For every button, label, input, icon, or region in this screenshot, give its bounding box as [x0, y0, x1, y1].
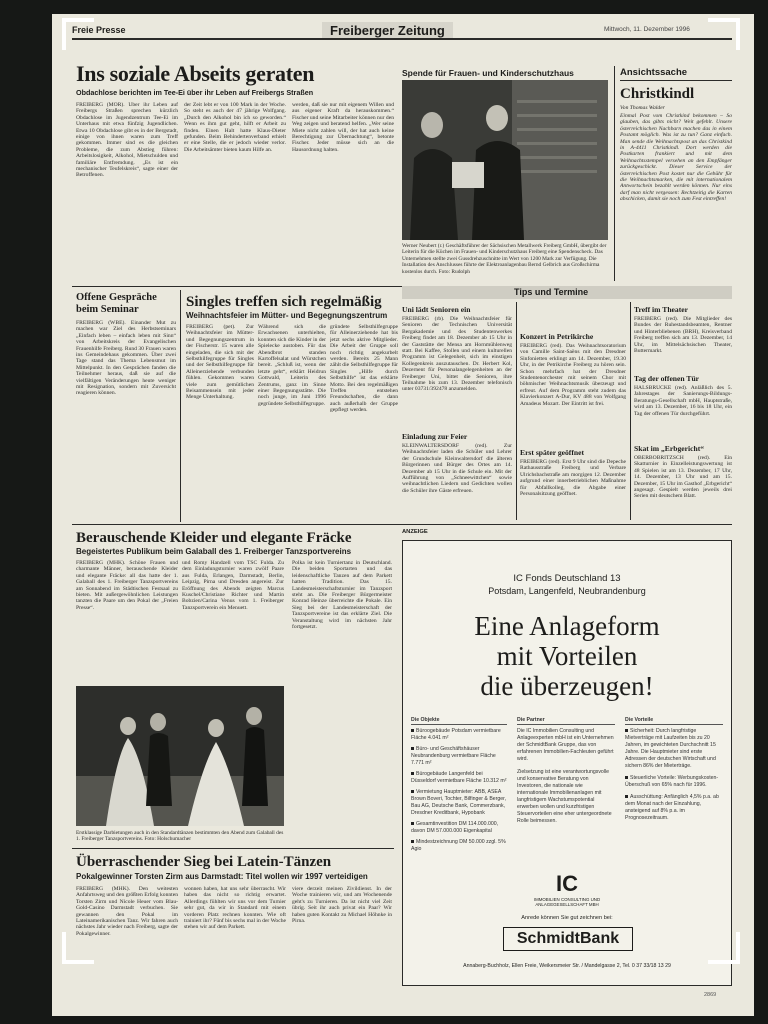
tip-body-5: HALSBRÜCKE (red). Anläßlich des 5. Jahrestages der Sanierungs-Bildungs-Beratungs-Gesellschaft mbH, Hauptstraße, wird am 13. Dezember, 16 bis 18 Uhr, ein Tag der offenen Tür durchgeführt.: [634, 385, 732, 417]
ad-item: Mindestzeichnung DM 50.000 zzgl. 5% Agio: [411, 839, 506, 852]
ad-headline-1: Eine Anlageform: [474, 611, 660, 641]
masthead-rule: [72, 38, 732, 40]
ansichtssache-title: Christkindl: [620, 86, 695, 102]
ad-logo-ic: IC: [556, 871, 578, 896]
investment-ad: [402, 540, 732, 986]
ad-item: Sicherheit: Durch langfristige Mietverträge mit Laufzeiten bis zu 20 Jahren, im gewichteten Durchschnitt 15 Jahre. Die Hauptmieter sind erste Adressen der deutschen Wirtschaft und sichern 86% der Mieterträge.: [625, 728, 716, 769]
donation-photo-figures: [402, 80, 608, 240]
latein-subhead: Pokalgewinner Torsten Zirm aus Darmstadt: Titel wollen wir 1997 verteidigen: [76, 872, 368, 881]
dance-photo: [76, 686, 284, 826]
photo-top-caption: Werner Neubert (r.) Geschäftsführer der Sächsischen Metallwerk Freiberg GmbH, übergibt der Leiterin für die Küchen im Frauen- und Kinderschutzhaus Freiberg eine Spendenscheck. Das Unternehmen stellte zwei Gussdrehzuschnitte im Wert von 1200 Mark zur Verfügung. Die Installation des Anschlusses führte der Elektroanlagenbau Bernd Gelbrich aus Großschirma kostenlos durch. Foto: Rudolph: [402, 243, 607, 275]
singles-headline: Singles treffen sich regelmäßig: [186, 294, 382, 310]
newspaper-page: [52, 14, 754, 1016]
masthead-left: Freie Presse: [72, 25, 126, 35]
tanz-headline: Berauschende Kleider und elegante Fräcke: [76, 530, 352, 546]
ad-item: Bürogebäude Langenfeld bei Düsseldorf vermietbare Fläche 10.312 m²: [411, 771, 507, 784]
tips-header: Tips und Termine: [514, 287, 589, 297]
tanz-col2: und Romy Handzell vom TSC Fulda. Zu dem Einladungsturnier waren zwölf Paare aus Fulda, Erlangen, Darmstadt, Berlin, Leipzig, Pirna und Dresden angereist. Zur Eröffnung des Abends zeigten Marcus Kuschel/Christiane Richter und Martin Bobzien/Carina Venus vom 1. Freiberger Tanzsportverein ein Menuett.: [182, 560, 284, 611]
tip-title-1: Einladung zur Feier: [402, 432, 468, 441]
lead-col1: FREIBERG (MOR). Über ihr Leben auf Freibergs Straßen sprechen kürzlich Obdachlose im Jugendzentrum Tee-Ei im Unterhaus mit etwa fünfzig Jugendlichen. Etwa 10 Obdachlose gibt es in der Bergstadt, einige von ihnen waren zum Treff gekommen. Immer sind es die gleichen Probleme, die zum Abstieg führen: Arbeitslosigkeit, Alkohol, Mietschulden und familiäre Entfremdung. „Es ist ein mechanischer Teufelskreis“, sagte einer der Betroffenen.: [76, 102, 178, 179]
latein-col2: wonnen haben, hat uns sehr überrascht. Wir haben das nicht so richtig erwartet. Allerdings fühlten wir uns vor dem Turnier sehr gut, da wir in Standard mit einem vorderen Platz rechnen konnten. Wie oft trainiert ihr? Fünf bis sechs mal in der Woche stehen wir auf dem Parkett.: [184, 886, 286, 931]
tip-body-2: FREIBERG (red). Das Weihnachtsoratorium von Camille Saint-Saëns mit den Dresdner Sinfonietten erklingt am 14. Dezember, 19.30 Uhr, in der Petrikirche Freiberg zu hören sein. Schon mehrfach hat der Dresdner Studentenorchester mit seinem Chor mit böhmischer Weihnachtsmusik überzeugt und erfreut. Auf dem Programm steht zudem das Klavierkonzert A-Dur, KV 488 von Wolfgang Amadeus Mozart. Der Eintritt ist frei.: [520, 343, 626, 407]
lead-headline: Ins soziale Abseits geraten: [76, 61, 315, 86]
ad-headline-3: die überzeugen!: [480, 671, 654, 701]
ad-logo-text: IMMOBILIEN CONSULTING UND ANLAGEGESELLSCHAFT MBH: [533, 897, 601, 907]
viewfinder-corner-bl: [62, 932, 94, 964]
tip-title-0: Uni lädt Senioren ein: [402, 305, 471, 314]
ad-address: Annaberg-Buchholz, Ellen Freie, Weikersmeier Str. / Mandelgasse 2, Tel. 0 37 33/18 13 29: [463, 963, 671, 969]
latein-headline: Überraschender Sieg bei Latein-Tänzen: [76, 854, 332, 870]
tip-body-4: FREIBERG (red). Die Mitglieder des Bundes der Ruhestandsbeamten, Rentner und Hinterbliebenen (BRH), Kreisverband Freiberg treffen sich am 13. Dezember, 14 Uhr, im Mittelsächsischen Theater, Buttermarkt.: [634, 316, 732, 355]
ansichtssache-body: Einmal Post vom Christkind bekommen – So glauben, das gibts nicht? Weit gefehlt. Unsere österreichischen Nachbarn machen das in einem Postamt möglich. Was ist zu tun? Ganz einfach. Man sende die Weihnachtspost an das Christkind in A-4411 Christkindl. Dort werden die Postkarten frankiert und mit dem Weihnachtsstempel versehen an den Empfänger zurückgeschickt. Dieser Service der österreichischen Post kostet nur die Gebühr für die Weihnachtsmarken, die mit internationalem Antwortschein bezahlt werden können. Nur eins darf man nicht vergessen: Rechtzeitig die Karten abschicken, damit sie noch zum Fest eintreffen!: [620, 113, 732, 203]
ad-col-partner: [517, 717, 615, 825]
dance-photo-caption: Erstklassige Darbietungen auch in den Standardtänzen bestimmten den Abend zum Galaball des 1. Freiberger Tanzsportvereins. Foto: Holschumacher: [76, 830, 284, 843]
masthead-date: Mittwoch, 11. Dezember 1996: [604, 26, 690, 33]
tip-title-5: Tag der offenen Tür: [634, 374, 700, 383]
singles-col3: gründete Selbsthilfegruppe für Alleinerziehende hat bis jetzt sechs aktive Mitglieder. Die Arbeit der Gruppe soll noch richtig angekurbelt werden. Bereits 25 Mann zählt die Selbsthilfegruppe für Singles „Hilfe durch Selbsthilfe“ ist das erklärte Motto. Bei den regelmäßigen Treffen entstehen Freundschaften, die dann auch außerhalb der Gruppe gepflegt werden.: [330, 324, 398, 414]
ad-item: Die IC Immobilien Consulting und Anlageexperten mbH ist ein Unternehmen der SchmidtBank Gruppe, das von erfahrenen Immobilien-Fachleuten geführt wird.: [517, 728, 614, 762]
tanz-col1: FREIBERG (MHK). Schöne Frauen und charmante Männer, berauschende Kleider und elegante Fräcke: all das hatte der 1. Galaball des 1. Freiberger Tanzsportvereins am Sonnabend im Städtischen Festsaal zu bieten. Mit außergewöhnlichen Leistungen tanzten die Paare um den Pokal der „Freien Presse“.: [76, 560, 178, 611]
ad-col-title: Die Partner: [517, 717, 615, 725]
singles-col1: FREIBERG (pet). Zur Weihnachtsfeier im Mütter- und Begegnungszentrum in der Fischerstr. 15 waren alle eingeladen, die sich mit der Selbsthilfegruppe für Singles und der Selbsthilfegruppe für Alleinerziehende verbunden fühlen. Gekommen waren viele zum gemütlichen Beisammensein mit jeder Menge Unterhaltung.: [186, 324, 254, 401]
tip-title-4: Treff im Theater: [634, 305, 688, 314]
ad-item: Zielsetzung ist eine verantwortungsvolle und konservative Beratung von Investoren, die nationale wie internationale Immobilienanlagen mit langfristigem Wachstumspotential erwerben wollen und kurzfristigen Steuervorteilen eine eher untergeordnete Rolle beimessen.: [517, 769, 612, 824]
donation-photo: [402, 80, 608, 240]
lead-col3: werden, daß sie nur mit eigenem Willen und aus eigener Kraft da herauskommen.“ Fischer und seine Mitarbeiter können nur den Weg zeigen und beratend helfen. „Wer seine Miete nicht zahlen will, der hat auch keine Berechtigung zur Übernachtung“, betonte Fischer. Jeder müsse sich an die Hausordnung halten.: [292, 102, 394, 153]
seminar-headline: Offene Gespräche beim Seminar: [76, 292, 157, 315]
dance-photo-figures: [76, 686, 284, 826]
viewfinder-corner-tr: [708, 18, 740, 50]
tanz-subhead: Begeistertes Publikum beim Galaball des 1. Freiberger Tanzsportvereins: [76, 547, 352, 556]
tip-title-6: Skat im „Erbgericht“: [634, 444, 705, 453]
ad-locations: Potsdam, Langenfeld, Neubrandenburg: [488, 586, 646, 596]
ad-bank-logo: [503, 927, 633, 951]
viewfinder-corner-tl: [62, 18, 94, 50]
ad-item: Ausschüttung: Anfänglich 4,5% p.a. ab dem Monat nach der Einzahlung, ansteigend auf 8% p.a. im Prognosezeitraum.: [625, 794, 719, 821]
ad-item: Gesamtinvestition DM 114.000.000, davon DM 57.000.000 Eigenkapital: [411, 821, 499, 834]
ansichtssache-author: Von Thomas Walder: [620, 105, 665, 111]
lead-subhead: Obdachlose berichten im Tee-Ei über ihr Leben auf Freibergs Straßen: [76, 88, 314, 97]
tip-title-2: Konzert in Petrikirche: [520, 332, 594, 341]
ad-bank-name: SchmidtBank: [516, 930, 620, 947]
latein-col1: FREIBERG (MHK). Den weitesten Anfahrtsweg und den größten Erfolg konnten Torsten Zirm und Nicole Heuer vom Blau-Gold-Casino Darmstadt verbuchen. Sie gewannen den Pokal im Lateinamerikanischen Tanz. Wir fahren auch nächstes Jahr wieder nach Freiberg, sagte der Pokalgewinner.: [76, 886, 178, 937]
singles-subhead: Weihnachtsfeier im Mütter- und Begegnungszentrum: [186, 311, 388, 320]
seminar-body: FREIBERG (WBE). Einander Mut zu machen war Ziel des Herbstseminars „Einfach leben – einfach leben mit Sinn“ von Arbeitskreis der Evangelischen Frauenhilfe Freiberg. Rund 30 Frauen waren ins Gemeindehaus gekommen. Über zwei Tage stand das Thema Lebensmut im Mittelpunkt. In den Gesprächen fanden die Teilnehmer heraus, daß sie auf die vielfältigen Veränderungen heute weniger mit Resignation, sondern mit Zuversicht reagieren können.: [76, 320, 176, 397]
ad-col-title: Die Vorteile: [625, 717, 723, 725]
tip-body-1: KLEINWALTERSDORF (red). Zur Weihnachtsfeier laden die Schüler und Lehrer der Grundschule Kleinwaltersdorf die älteren Bürgerinnen und Bürger des Ortes am 14. Dezember ab 15 Uhr in die Schule ein. Mit der Aufführung von „Schneewittchen“ sowie weihnachtlichen Liedern und Gedichten wollen die Schüler ihre Gäste erfreuen.: [402, 443, 512, 494]
masthead-title: Freiberger Zeitung: [322, 22, 453, 39]
tip-title-3: Erst später geöffnet: [520, 448, 584, 457]
ad-col-objekte: [411, 717, 507, 857]
ad-item: Büro- und Geschäftshäuser Neubrandenburg vermietbare Fläche 7.771 m²: [411, 746, 496, 766]
viewfinder-corner-br: [708, 932, 740, 964]
ad-item: Büroogebäude Potsdam vermietbare Fläche 4.041 m²: [411, 728, 501, 741]
ansichtssache-label: Ansichtssache: [620, 67, 688, 78]
ad-label: ANZEIGE: [402, 529, 428, 535]
tip-body-6: OBERBOBRITZSCH (red). Ein Skatturnier in Einzelleistungswertung ist 48 Spielen ist am 13. Dezember, 17 Uhr, 14. Dezember, 13 Uhr und am 15. Dezember, 15 Uhr im Gasthof „Erbgericht“ angesagt. Gespielt werden jeweils drei Serien mit deutschem Blatt.: [634, 455, 732, 500]
ad-info: Anrede können Sie gut zeichnen bei:: [521, 915, 613, 921]
tanz-col3: Polka ist kein Turniertanz in Deutschland. Die beiden Sportarten und das leidenschaftliche Tanzen auf dem Parkett hatten Tradition. Das 15. Landesmeisterschaftsturnier im Tanzsport steht an. Die Freiberger Bürgermeister Konrad Heinze überreichte die Pokale. Ein Sieg bei der Landesmeisterschaft der Tanzsportvereine ist das erklärte Ziel. Die Veranstaltung wird im nächsten Jahr fortgesetzt.: [292, 560, 392, 631]
ad-item: Vermietung Hauptmieter: ABB, ASEA Brown Boveri, Tochter, Bilfinger & Berger, Bau AG, Deutsche Bank, Commerzbank, Dresdner Kreditbank, Hypobank: [411, 789, 507, 816]
ad-col-title: Die Objekte: [411, 717, 507, 725]
tip-body-3: FREIBERG (red). Erst 9 Uhr sind die Depeche Rathausstraße Freiberg und Verbare Ulrichsbachstraße am morgigen 12. Dezember aufgrund einer innerbetrieblichen Maßnahme für Abfallkolleg, die Abgabe einer Personalsitzung geöffnet.: [520, 459, 626, 498]
singles-col2: Während sich die Erwachsenen unterhielten, konnten sich die Kinder in der Spielecke austoben. Für das Abendbrot standen Kartoffelsalat und Würstchen bereit. „Schluß ist, wenn der letzte geht“, erklärt Heidrun Gottwald, Leiterin des Zentrums, ganz im Sinne einer Begegnungsstätte. Die noch junge, im Juni 1996 gegründete Selbsthilfegruppe.: [258, 324, 326, 407]
ad-headline-2: mit Vorteilen: [496, 641, 638, 671]
latein-col3: viere derzeit meinen Zivildienst. In der Woche trainieren wir, und am Wochenende geht's zu Turnieren. Da ist nicht viel Zeit übrig. Seit ihr auch privat ein Paar? Wir haben guten Kontakt zu Michael Höhnke in Pirna.: [292, 886, 392, 925]
photo-top-header: Spende für Frauen- und Kinderschutzhaus: [402, 68, 574, 78]
lead-col2: der Zeit lebt er von 100 Mark in der Woche. So steht es auch der 47 jährige Wolfgang. „Durch den Alkohol bin ich so geworden.“ Wenn es ihm gut geht, hilft er Arbeit zu finden. Einen Halt hatte Klaus-Dieter gefunden. Beim Behindertenverband erhielt er eine Stelle, die er jedoch wieder verlor. Die Arbeitsämter bieten kaum Hilfe an.: [184, 102, 286, 153]
ad-fund: IC Fonds Deutschland 13: [513, 573, 621, 584]
ad-item: Steuerliche Vorteile: Werbungskosten-Überschuß von 65% nach für 1996.: [625, 775, 719, 788]
page-code: 2869: [704, 992, 717, 998]
tip-body-0: FREIBERG (rb). Die Weihnachtsfeier für Senioren der Technischen Universität Bergakademie und des Studentenwerkes Freiberg findet am 18. Dezember ab 15 Uhr in der Gaststätte der Mensa am Hornmühlenweg statt. Bei Kaffee, Stollen und einem kulturellen Programm ist Gelegenheit, sich im einstigen Kollegenkreis auszutauschen. Dr. Herbert Kol, Dezernent für Personalangelegenheiten an der Freiberger Uni, bittet die Senioren, ihre Teilnahme bis zum 13. Dezember telefonisch unter 03731/392478 anzumelden.: [402, 316, 512, 393]
ad-col-vorteile: [625, 717, 723, 822]
